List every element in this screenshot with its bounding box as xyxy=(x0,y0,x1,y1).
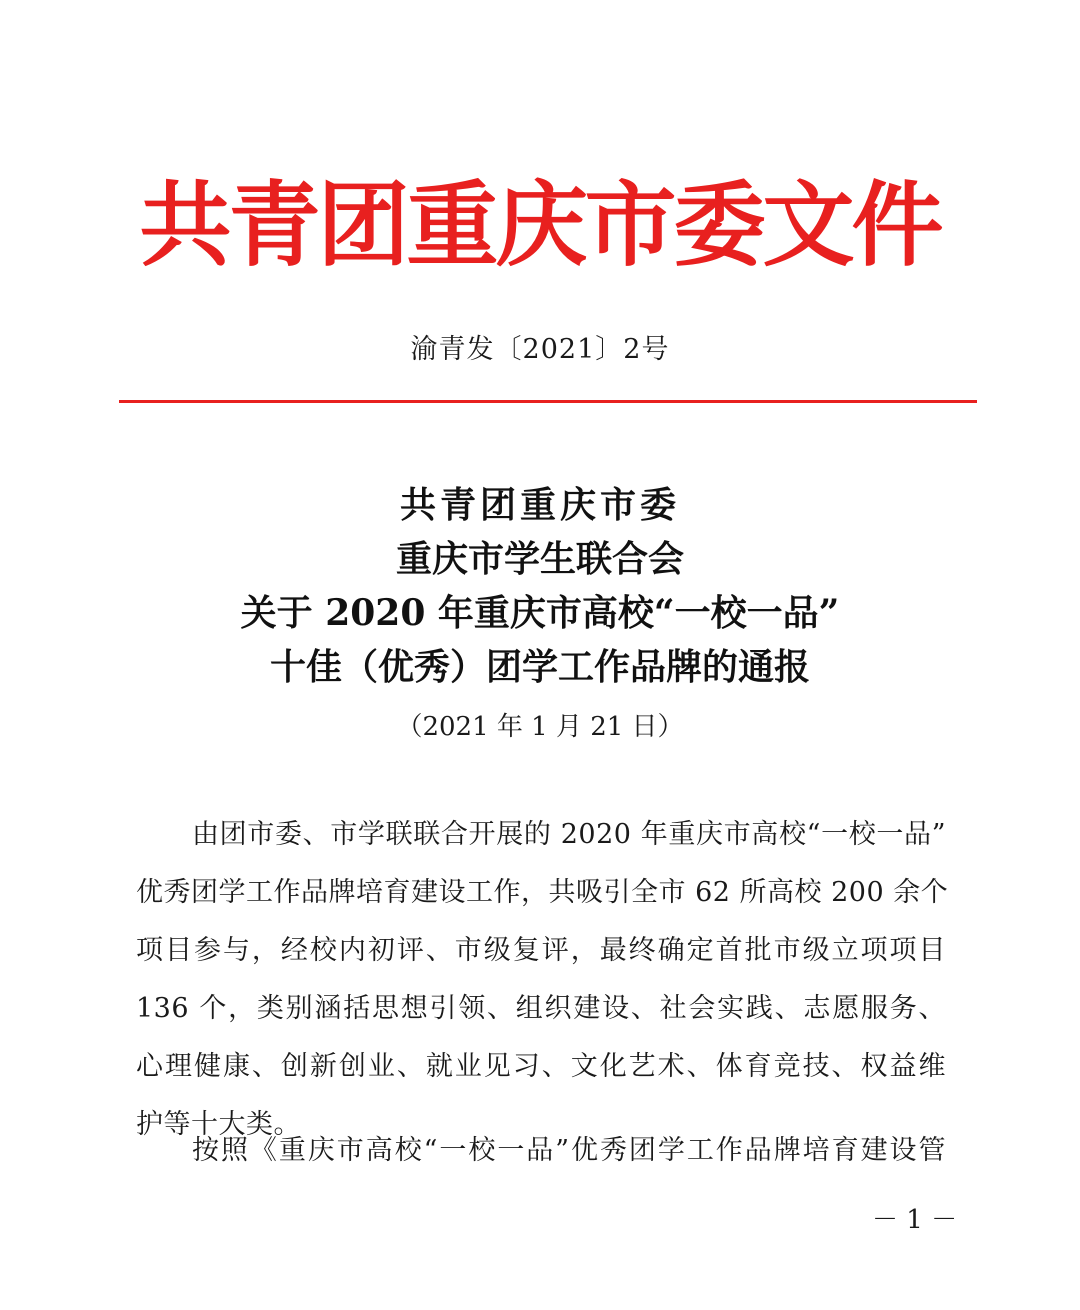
body-line: 护等十大类。 xyxy=(136,1109,301,1140)
body-line: 由团市委、市学联联合开展的 2020 年重庆市高校“一校一品” xyxy=(192,819,946,850)
body-paragraph-2 xyxy=(136,1122,946,1180)
body-line: 项目参与，经校内初评、市级复评，最终确定首批市级立项项目 xyxy=(136,935,946,966)
document-masthead: 共青团重庆市委文件 xyxy=(139,172,941,279)
body-line: 136 个，类别涵括思想引领、组织建设、社会实践、志愿服务、 xyxy=(136,993,946,1024)
title-line-issuer-2: 重庆市学生联合会 xyxy=(395,538,684,580)
body-line: 按照《重庆市高校“一校一品”优秀团学工作品牌培育建设管 xyxy=(192,1135,946,1166)
red-divider-line xyxy=(119,400,977,403)
title-line-issuer-1: 共青团重庆市委 xyxy=(399,484,680,526)
body-paragraph-1 xyxy=(136,806,949,1154)
document-title xyxy=(0,478,1080,694)
document-number: 渝青发〔2021〕2号 xyxy=(410,334,670,365)
body-line: 优秀团学工作品牌培育建设工作，共吸引全市 62 所高校 200 余个 xyxy=(136,877,949,908)
title-line-subject-1: 关于 2020 年重庆市高校“一校一品” xyxy=(240,592,840,634)
page-number: － 1 － xyxy=(872,1205,958,1235)
body-line: 心理健康、创新创业、就业见习、文化艺术、体育竞技、权益维 xyxy=(136,1051,946,1082)
issue-date: （2021 年 1 月 21 日） xyxy=(396,712,684,742)
title-line-subject-2: 十佳（优秀）团学工作品牌的通报 xyxy=(269,646,810,688)
